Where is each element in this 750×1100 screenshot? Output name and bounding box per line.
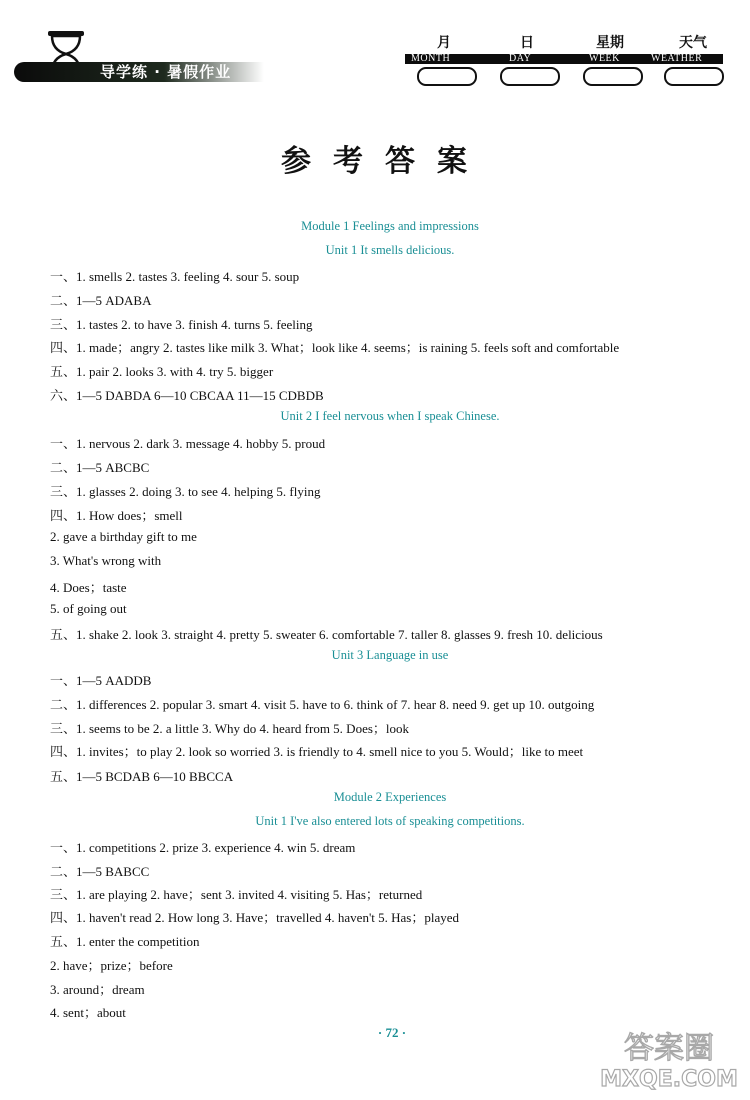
month-field [417,67,477,86]
answer-line: 五、1. enter the competition [50,934,200,949]
unit-heading: Unit 3 Language in use [331,648,449,662]
answer-line: 一、1. competitions 2. prize 3. experience 4. win 5. dream [50,840,356,855]
answer-line: 三、1. tastes 2. to have 3. finish 4. turns 5. feeling [50,317,313,332]
answer-line: 一、1. smells 2. tastes 3. feeling 4. sour 5. soup [50,269,300,284]
answer-line: 二、1—5 ABCBC [50,460,150,475]
page-title: 参考答案 [281,144,489,179]
day-field [500,67,560,86]
answer-line: 一、1. nervous 2. dark 3. message 4. hobby 5. proud [50,436,326,451]
answer-line: 4. sent；about [50,1005,126,1020]
answer-line: 四、1. made；angry 2. tastes like milk 3. What；look like 4. seems；is raining 5. feels soft and comfortable [50,340,620,355]
date-strip [405,54,723,64]
answer-line: 4. Does；taste [50,580,127,595]
watermark-logo [594,1026,744,1096]
answer-line: 二、1—5 BABCC [50,864,150,879]
svg-text:答案圈: 答案圈 [624,1031,714,1066]
answer-line: 2. gave a birthday gift to me [50,529,197,544]
module-heading: Module 2 Experiences [333,790,447,804]
weather-field [664,67,724,86]
answer-line: 五、1—5 BCDAB 6—10 BBCCA [50,769,234,784]
week-label-en: WEEK [589,53,620,64]
month-label: 月 [437,35,451,51]
answer-line: 三、1. seems to be 2. a little 3. Why do 4. heard from 5. Does；look [50,721,410,736]
weather-label-en: WEATHER [651,53,703,64]
answer-line: 2. have；prize；before [50,958,173,973]
answer-line: 3. What's wrong with [50,553,162,568]
answer-line: 四、1. How does；smell [50,508,183,523]
answer-line: 3. around；dream [50,982,145,997]
answer-line: 三、1. glasses 2. doing 3. to see 4. helping 5. flying [50,484,321,499]
answer-line: 一、1—5 AADDB [50,673,152,688]
svg-text:MXQE.COM: MXQE.COM [600,1067,738,1092]
answer-line: 五、1. shake 2. look 3. straight 4. pretty 5. sweater 6. comfortable 7. taller 8. glasses 9. fresh 10. delicious [50,627,603,642]
unit-heading: Unit 1 It smells delicious. [325,243,455,257]
page-number: · 72 · [377,1025,407,1040]
week-label: 星期 [596,35,624,51]
unit-heading: Unit 1 I've also entered lots of speaking competitions. [255,814,525,828]
week-field [583,67,643,86]
answer-line: 5. of going out [50,601,127,616]
answer-line: 四、1. haven't read 2. How long 3. Have；travelled 4. haven't 5. Has；played [50,910,460,925]
answer-line: 五、1. pair 2. looks 3. with 4. try 5. bigger [50,364,274,379]
answer-line: 三、1. are playing 2. have；sent 3. invited 4. visiting 5. Has；returned [50,887,423,902]
weather-label: 天气 [679,35,707,51]
module-heading: Module 1 Feelings and impressions [301,219,479,233]
day-label: 日 [520,35,534,51]
answer-line: 二、1—5 ADABA [50,293,152,308]
brand-title: 导学练 · 暑假作业 [100,63,232,81]
answer-line: 六、1—5 DABDA 6—10 CBCAA 11—15 CDBDB [50,388,324,403]
day-label-en: DAY [509,53,532,64]
month-label-en: MONTH [411,53,451,64]
answer-line: 四、1. invites；to play 2. look so worried 3. is friendly to 4. smell nice to you 5. Would；like to meet [50,744,584,759]
unit-heading: Unit 2 I feel nervous when I speak Chinese. [280,409,500,423]
answer-line: 二、1. differences 2. popular 3. smart 4. visit 5. have to 6. think of 7. hear 8. need 9. get up 10. outgoing [50,697,595,712]
